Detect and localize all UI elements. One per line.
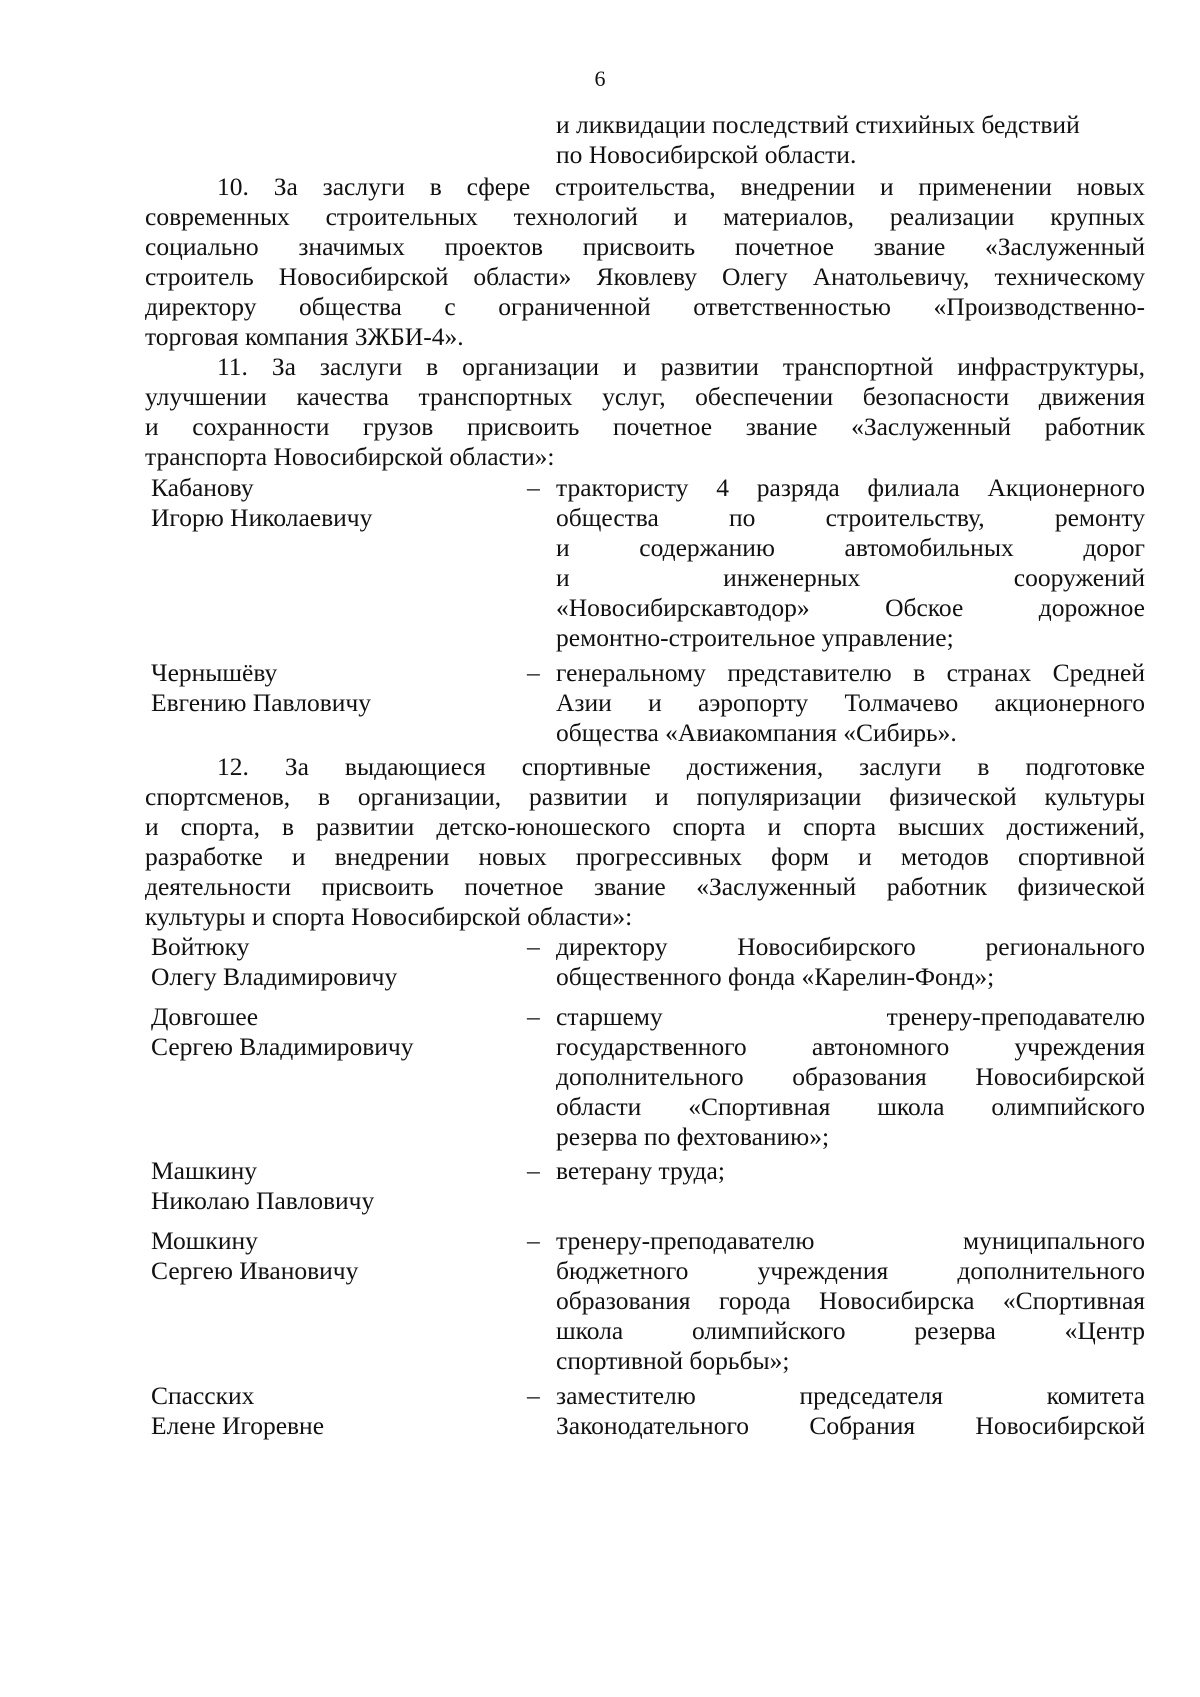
awardee-description [556,1002,1145,1152]
text-line: общества по строительству, ремонту [556,503,1145,532]
text-line: директору общества с ограниченной ответственностью «Производственно- [145,292,1145,321]
text-line: Евгению Павловичу [151,688,371,717]
text-line: бюджетного учреждения дополнительного [556,1256,1145,1285]
text-line: торговая компания ЗЖБИ-4». [145,322,464,351]
text-line: спортивной борьбы»; [556,1346,790,1375]
text-line: по Новосибирской области. [556,140,857,169]
text-line: Довгошее [151,1002,259,1031]
awardee-name [151,1002,511,1062]
dash: – [527,473,540,502]
text-line: Законодательного Собрания Новосибирской [556,1411,1145,1440]
text-line: области «Спортивная школа олимпийского [556,1092,1145,1121]
text-line: Спасских [151,1381,255,1410]
text-line: Сергею Ивановичу [151,1256,359,1285]
paragraph-12 [145,752,1145,932]
text-line: культуры и спорта Новосибирской области»: [145,902,633,931]
text-line: транспорта Новосибирской области»: [145,442,555,471]
dash: – [527,932,540,961]
dash: – [527,1156,540,1185]
text-line: резерва по фехтованию»; [556,1122,830,1151]
awardee-description [556,658,1145,748]
awardee-name [151,658,511,718]
text-line: школа олимпийского резерва «Центр [556,1316,1145,1345]
text-line: Елене Игоревне [151,1411,325,1440]
text-line: Азии и аэропорту Толмачево акционерного [556,688,1145,717]
text-line: генеральному представителю в странах Средней [556,658,1145,687]
paragraph-10 [145,172,1145,352]
text-line: строитель Новосибирской области» Яковлеву Олегу Анатольевичу, техническому [145,262,1145,291]
awardee-name [151,932,511,992]
awardee-name [151,1156,511,1216]
awardee-description [556,1226,1145,1376]
text-line: трактористу 4 разряда филиала Акционерного [556,473,1145,502]
text-line: 12. За выдающиеся спортивные достижения, заслуги в подготовке [217,752,1145,781]
page-number: 6 [594,66,606,91]
dash: – [527,658,540,687]
text-line: Олегу Владимировичу [151,962,398,991]
text-line: и ликвидации последствий стихийных бедствий [556,110,1080,139]
text-line: «Новосибирскавтодор» Обское дорожное [556,593,1145,622]
text-line: директору Новосибирского регионального [556,932,1145,961]
text-line: улучшении качества транспортных услуг, обеспечении безопасности движения [145,382,1145,411]
text-line: и сохранности грузов присвоить почетное звание «Заслуженный работник [145,412,1145,441]
text-line: социально значимых проектов присвоить почетное звание «Заслуженный [145,232,1145,261]
text-line: спортсменов, в организации, развитии и популяризации физической культуры [145,782,1145,811]
awardee-description [556,473,1145,653]
text-line: ветерану труда; [556,1156,725,1185]
dash: – [527,1226,540,1255]
text-line: разработке и внедрении новых прогрессивных форм и методов спортивной [145,842,1145,871]
text-line: тренеру-преподавателю муниципального [556,1226,1145,1255]
text-line: Сергею Владимировичу [151,1032,414,1061]
text-line: Войтюку [151,932,250,961]
text-line: образования города Новосибирска «Спортивная [556,1286,1145,1315]
awardee-description [556,932,1145,992]
text-line: Машкину [151,1156,258,1185]
text-line: 11. За заслуги в организации и развитии транспортной инфраструктуры, [217,352,1145,381]
text-line: Мошкину [151,1226,258,1255]
text-line: государственного автономного учреждения [556,1032,1145,1061]
text-line: дополнительного образования Новосибирской [556,1062,1145,1091]
text-line: Игорю Николаевичу [151,503,373,532]
text-line: и содержанию автомобильных дорог [556,533,1145,562]
text-line: Кабанову [151,473,254,502]
text-line: и спорта, в развитии детско-юношеского спорта и спорта высших достижений, [145,812,1145,841]
text-line: современных строительных технологий и материалов, реализации крупных [145,202,1145,231]
text-line: ремонтно-строительное управление; [556,623,954,652]
continuation-text [556,110,1146,170]
text-line: Николаю Павловичу [151,1186,375,1215]
awardee-name [151,473,511,533]
awardee-description [556,1156,1145,1186]
text-line: общественного фонда «Карелин-Фонд»; [556,962,995,991]
awardee-name [151,1226,511,1286]
text-line: общества «Авиакомпания «Сибирь». [556,718,957,747]
dash: – [527,1381,540,1410]
text-line: старшему тренеру-преподавателю [556,1002,1145,1031]
awardee-name [151,1381,511,1441]
text-line: деятельности присвоить почетное звание «Заслуженный работник физической [145,872,1145,901]
awardee-description [556,1381,1145,1441]
text-line: и инженерных сооружений [556,563,1145,592]
paragraph-11 [145,352,1145,472]
text-line: Чернышёву [151,658,278,687]
dash: – [527,1002,540,1031]
text-line: заместителю председателя комитета [556,1381,1145,1410]
text-line: 10. За заслуги в сфере строительства, внедрении и применении новых [217,172,1145,201]
